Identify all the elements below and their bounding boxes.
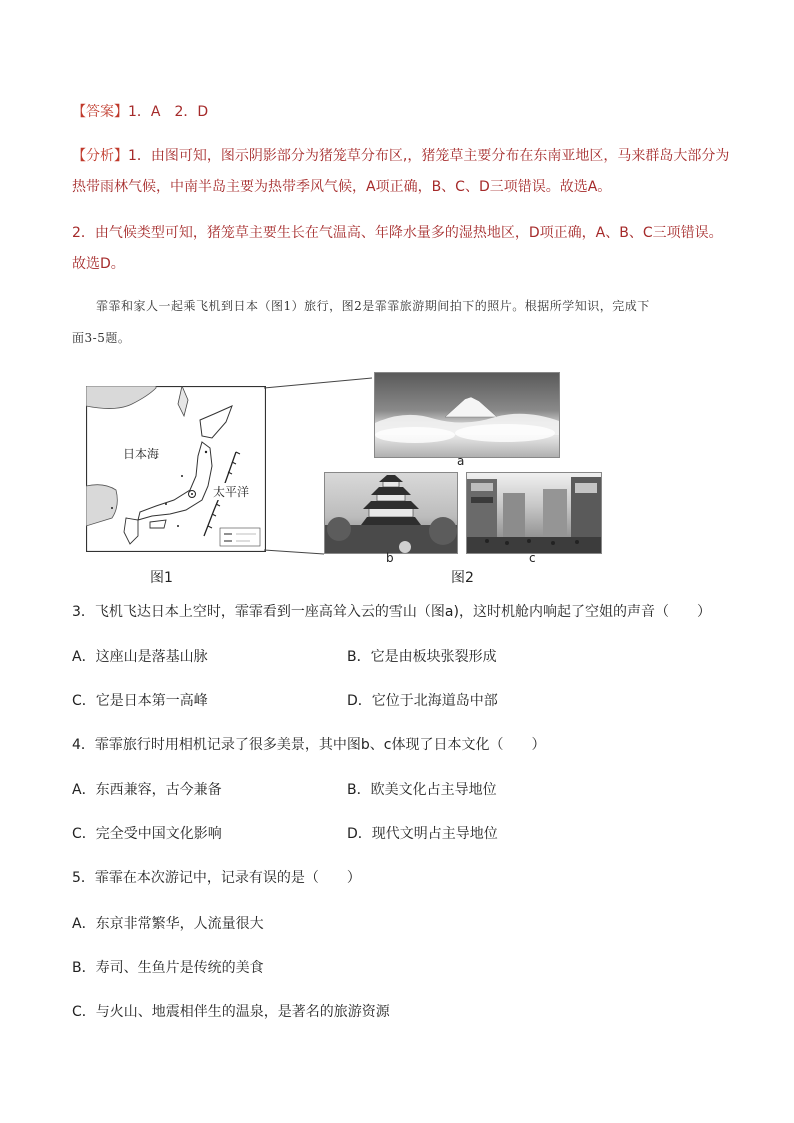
q5-option-a[interactable]: A．东京非常繁华，人流量很大 [72,916,264,932]
q5-option-c[interactable]: C．与火山、地震相伴生的温泉，是著名的旅游资源 [72,1004,390,1020]
intro-line-1: 霏霏和家人一起乘飞机到日本（图1）旅行，图2是霏霏旅游期间拍下的照片。根据所学知识，完成下 [96,299,650,313]
photo-a-mount-fuji [374,372,560,458]
analysis-line-3: 2．由气候类型可知，猪笼草主要生长在气温高、年降水量多的湿热地区，D项正确，A、B、C三项错误。 [72,225,723,241]
q3-stem: 3．飞机飞达日本上空时，霏霏看到一座高耸入云的雪山（图a)，这时机舱内响起了空姐的声音（ ） [72,604,711,620]
analysis-tag: 【分析】 [72,148,128,164]
map-label-ocean: 太平洋 [213,485,250,499]
q3-option-d[interactable]: D．它位于北海道岛中部 [347,693,498,709]
photo-c-label: c [529,551,536,565]
photo-c-graphic [467,473,601,553]
analysis-line-2: 热带雨林气候，中南半岛主要为热带季风气候，A项正确，B、C、D三项错误。故选A。 [72,179,612,195]
photo-b-castle [324,472,458,554]
photo-b-label: b [386,551,394,565]
q4-option-a[interactable]: A．东西兼容，古今兼备 [72,782,222,798]
q3-option-a[interactable]: A．这座山是落基山脉 [72,649,208,665]
q4-stem: 4．霏霏旅行时用相机记录了很多美景，其中图b、c体现了日本文化（ ） [72,737,546,753]
q3-option-b[interactable]: B．它是由板块张裂形成 [347,649,497,665]
photo-a-graphic [375,373,559,457]
photo-c-city [466,472,602,554]
figure-block [84,370,604,588]
q4-option-d[interactable]: D．现代文明占主导地位 [347,826,498,842]
q5-option-b[interactable]: B．寿司、生鱼片是传统的美食 [72,960,264,976]
figure-2-caption: 图2 [451,570,474,586]
intro-line-2: 面3-5题。 [72,331,131,345]
q5-stem: 5．霏霏在本次游记中，记录有误的是（ ） [72,870,361,886]
photo-b-graphic [325,473,457,553]
japan-map [86,386,266,552]
answer-text: 1．A 2．D [128,104,209,120]
analysis-text-1: 1．由图可知，图示阴影部分为猪笼草分布区,，猪笼草主要分布在东南亚地区，马来群岛大部分为 [128,148,730,164]
answer-tag: 【答案】 [72,104,128,120]
analysis-line-1 [72,146,729,166]
q3-option-c[interactable]: C．它是日本第一高峰 [72,693,208,709]
analysis-line-4: 故选D。 [72,256,125,272]
q4-option-c[interactable]: C．完全受中国文化影响 [72,826,222,842]
map-label-sea: 日本海 [123,447,160,461]
photo-a-label: a [457,454,465,468]
answer-line [72,102,208,122]
figure-1-caption: 图1 [150,570,173,586]
q4-option-b[interactable]: B．欧美文化占主导地位 [347,782,497,798]
